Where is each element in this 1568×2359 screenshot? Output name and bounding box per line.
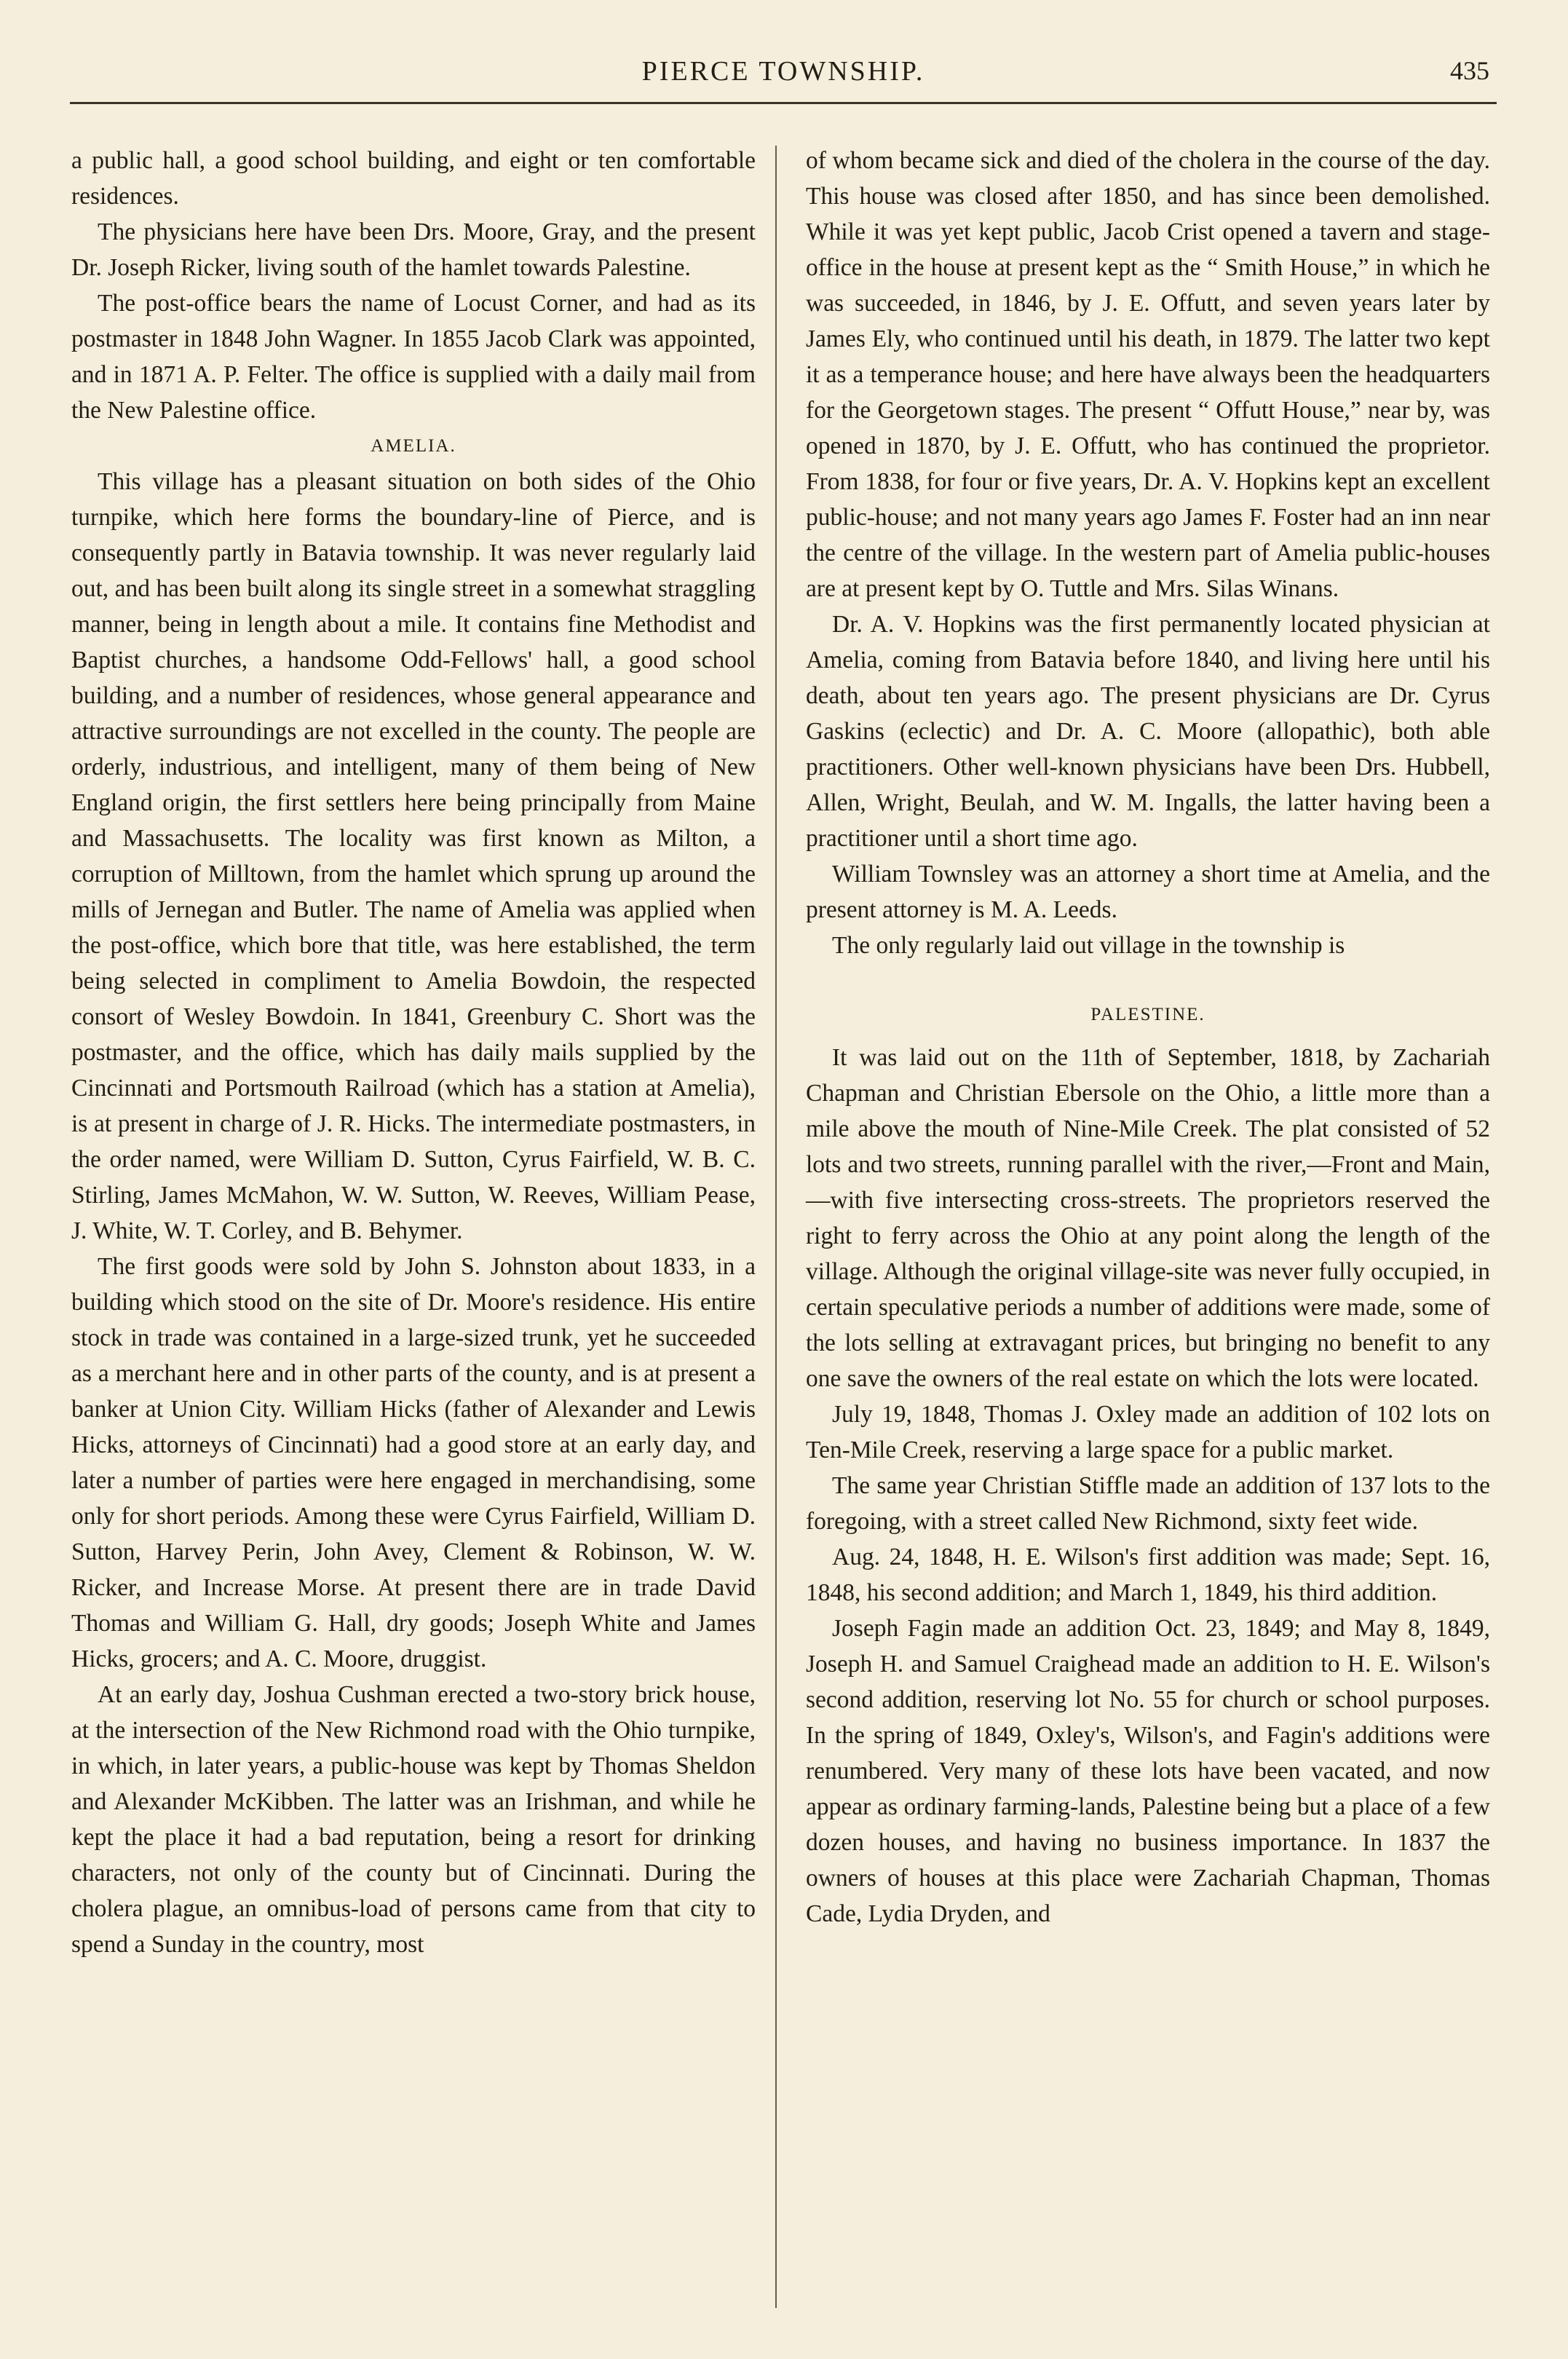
section-heading-amelia: AMELIA. [371, 436, 456, 456]
paragraph: The only regularly laid out village in the township is [832, 932, 1345, 959]
paragraph: Aug. 24, 1848, H. E. Wilson's first addition was made; Sept. 16, 1848, his second addition; and March 1, 1849, his third addition. [806, 1544, 1490, 1606]
paragraph: It was laid out on the 11th of September, 1818, by Zachariah Chapman and Christian Ebersole on the Ohio, a little more than a mile above the mouth of Nine-Mile Creek. The plat consisted of 52 lots and two streets, running parallel with the river,—Front and Main,—with five intersecting cross-streets. The proprietors reserved the right to ferry across the Ohio at any point along the length of the village. Although the original village-site was never fully occupied, in certain speculative periods a number of additions were made, some of the lots selling at extravagant prices, but bringing no benefit to any one save the owners of the real estate on which the lots were located. [806, 1044, 1490, 1392]
paragraph: At an early day, Joshua Cushman erected a two-story brick house, at the intersection of the New Richmond road with the Ohio turnpike, in which, in later years, a public-house was kept by Thomas Sheldon and Alexander McKibben. The latter was an Irishman, and while he kept the place it had a bad reputation, being a resort for drinking characters, not only of the county but of Cincinnati. During the cholera plague, an omnibus-load of persons came from that city to spend a Sunday in the country, most [71, 1681, 756, 1958]
paragraph: William Townsley was an attorney a short time at Amelia, and the present attorney is M. A. Leeds. [806, 861, 1490, 923]
paragraph: The first goods were sold by John S. Johnston about 1833, in a building which stood on the site of Dr. Moore's residence. His entire stock in trade was contained in a large-sized trunk, yet he succeeded as a merchant here and in other parts of the county, and is at present a banker at Union City. William Hicks (father of Alexander and Lewis Hicks, attorneys of Cincinnati) had a good store at an early day, and later a number of parties were here engaged in merchandising, some only for short periods. Among these were Cyrus Fairfield, William D. Sutton, Harvey Perin, John Avey, Clement & Robinson, W. W. Ricker, and Increase Morse. At present there are in trade David Thomas and William G. Hall, dry goods; Joseph White and James Hicks, grocers; and A. C. Moore, druggist. [71, 1253, 756, 1672]
page-header [70, 51, 1497, 95]
paragraph: The physicians here have been Drs. Moore, Gray, and the present Dr. Joseph Ricker, living south of the hamlet towards Palestine. [71, 218, 756, 281]
paragraph: of whom became sick and died of the cholera in the course of the day. This house was closed after 1850, and has since been demolished. While it was yet kept public, Jacob Crist opened a tavern and stage-office in the house at present kept as the “ Smith House,” in which he was succeeded, in 1846, by J. E. Offutt, and seven years later by James Ely, who continued until his death, in 1879. The latter two kept it as a temperance house; and here have always been the headquarters for the Georgetown stages. The present “ Offutt House,” near by, was opened in 1870, by J. E. Offutt, who has continued the proprietor. From 1838, for four or five years, Dr. A. V. Hopkins kept an excellent public-house; and not many years ago James F. Foster had an inn near the centre of the village. In the western part of Amelia public-houses are at present kept by O. Tuttle and Mrs. Silas Winans. [806, 147, 1490, 602]
page-number: 435 [1450, 56, 1489, 85]
paragraph: Dr. A. V. Hopkins was the first permanently located physician at Amelia, coming from Batavia before 1840, and living here until his death, about ten years ago. The present physicians are Dr. Cyrus Gaskins (eclectic) and Dr. A. C. Moore (allopathic), both able practitioners. Other well-known physicians have been Drs. Hubbell, Allen, Wright, Beulah, and W. M. Ingalls, the latter having been a practitioner until a short time ago. [806, 611, 1490, 852]
paragraph: The post-office bears the name of Locust Corner, and had as its postmaster in 1848 John Wagner. In 1855 Jacob Clark was appointed, and in 1871 A. P. Felter. The office is supplied with a daily mail from the New Palestine office. [71, 290, 756, 424]
paragraph: This village has a pleasant situation on both sides of the Ohio turnpike, which here forms the boundary-line of Pierce, and is consequently partly in Batavia township. It was never regularly laid out, and has been built along its single street in a somewhat straggling manner, being in length about a mile. It contains fine Methodist and Baptist churches, a handsome Odd-Fellows' hall, a good school building, and a number of residences, whose general appearance and attractive surroundings are not excelled in the county. The people are orderly, industrious, and intelligent, many of them being of New England origin, the first settlers here being principally from Maine and Massachusetts. The locality was first known as Milton, a corruption of Milltown, from the hamlet which sprung up around the mills of Jernegan and Butler. The name of Amelia was applied when the post-office, which bore that title, was here established, the term being selected in compliment to Amelia Bowdoin, the respected consort of Wesley Bowdoin. In 1841, Greenbury C. Short was the postmaster, and the office, which has daily mails supplied by the Cincinnati and Portsmouth Railroad (which has a station at Amelia), is at present in charge of J. R. Hicks. The intermediate postmasters, in the order named, were William D. Sutton, Cyrus Fairfield, W. B. C. Stirling, James McMahon, W. W. Sutton, W. Reeves, William Pease, J. White, W. T. Corley, and B. Behymer. [71, 468, 756, 1244]
paragraph: a public hall, a good school building, and eight or ten comfortable residences. [71, 147, 756, 210]
section-heading-palestine: PALESTINE. [1090, 1005, 1205, 1024]
running-title: PIERCE TOWNSHIP. [641, 56, 925, 87]
paragraph: The same year Christian Stiffle made an addition of 137 lots to the foregoing, with a street called New Richmond, sixty feet wide. [806, 1472, 1490, 1535]
header-rule [70, 102, 1497, 104]
column-divider [775, 146, 777, 2308]
paragraph: Joseph Fagin made an addition Oct. 23, 1849; and May 8, 1849, Joseph H. and Samuel Craighead made an addition to H. E. Wilson's second addition, reserving lot No. 55 for church or school purposes. In the spring of 1849, Oxley's, Wilson's, and Fagin's additions were renumbered. Very many of these lots have been vacated, and now appear as ordinary farming-lands, Palestine being but a place of a few dozen houses, and having no business importance. In 1837 the owners of houses at this place were Zachariah Chapman, Thomas Cade, Lydia Dryden, and [806, 1615, 1490, 1927]
right-column [806, 143, 1490, 1932]
paragraph: July 19, 1848, Thomas J. Oxley made an addition of 102 lots on Ten-Mile Creek, reserving a large space for a public market. [806, 1401, 1490, 1463]
left-column [71, 143, 756, 1962]
